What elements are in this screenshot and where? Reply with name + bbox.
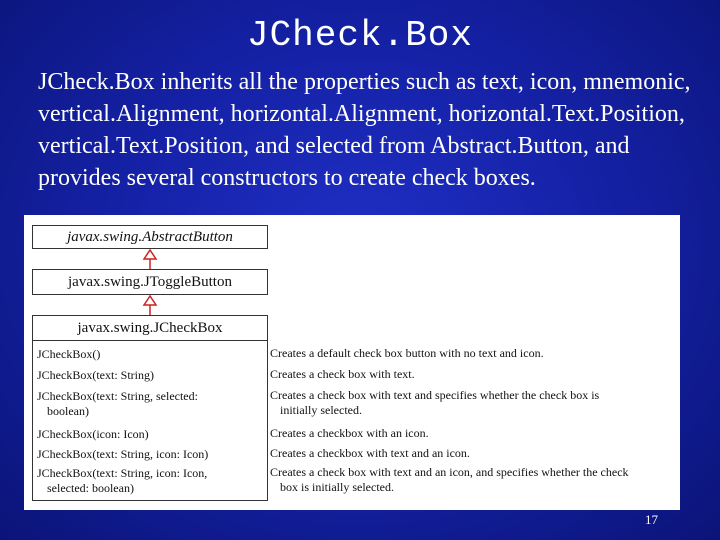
uml-class-diagram (24, 215, 680, 510)
description-text-cont: box is initially selected. (280, 480, 394, 494)
constructor-item (37, 427, 269, 442)
constructor-text: JCheckBox() (37, 347, 101, 361)
constructor-text: JCheckBox(text: String, icon: Icon, (37, 466, 208, 480)
description-text: Creates a check box with text and specifies whether the check box is (270, 388, 600, 402)
description-item (270, 367, 680, 382)
constructor-text-cont: boolean) (47, 404, 89, 418)
description-item (270, 388, 680, 418)
constructor-item (37, 389, 269, 419)
description-item (270, 465, 680, 495)
description-item (270, 446, 680, 461)
description-text: Creates a checkbox with text and an icon. (270, 446, 470, 460)
description-text: Creates a check box with text. (270, 367, 415, 381)
class-box-abstract-button: javax.swing.AbstractButton (32, 225, 268, 249)
description-text: Creates a check box with text and an icon, and specifies whether the check (270, 465, 629, 479)
slide-body-text: JCheck.Box inherits all the properties such as text, icon, mnemonic, vertical.Alignment, horizontal.Alignment, horizontal.Text.Position, vertical.Text.Position, and selected from Abstract.Button, and provides several constructors to create check boxes. (38, 69, 691, 191)
class-box-toggle-button: javax.swing.JToggleButton (32, 269, 268, 295)
constructor-item (37, 347, 269, 362)
constructor-item (37, 447, 269, 462)
description-text: Creates a default check box button with no text and icon. (270, 346, 544, 360)
constructor-text-cont: selected: boolean) (47, 481, 134, 495)
constructor-item (37, 466, 269, 496)
constructor-item (37, 368, 269, 383)
description-item (270, 426, 680, 441)
constructor-text: JCheckBox(text: String) (37, 368, 154, 382)
description-text: Creates a checkbox with an icon. (270, 426, 429, 440)
description-text-cont: initially selected. (280, 403, 362, 417)
slide-title: JCheck.Box (246, 15, 474, 56)
constructor-text: JCheckBox(icon: Icon) (37, 427, 149, 441)
class-name-check-box: javax.swing.JCheckBox (33, 316, 267, 341)
constructor-text: JCheckBox(text: String, selected: (37, 389, 198, 403)
description-item (270, 346, 680, 361)
inheritance-arrowhead-check (144, 296, 156, 305)
class-box-check-box (32, 315, 268, 501)
inheritance-arrowhead-toggle (144, 250, 156, 259)
page-number: 17 (645, 512, 658, 527)
constructor-text: JCheckBox(text: String, icon: Icon) (37, 447, 209, 461)
